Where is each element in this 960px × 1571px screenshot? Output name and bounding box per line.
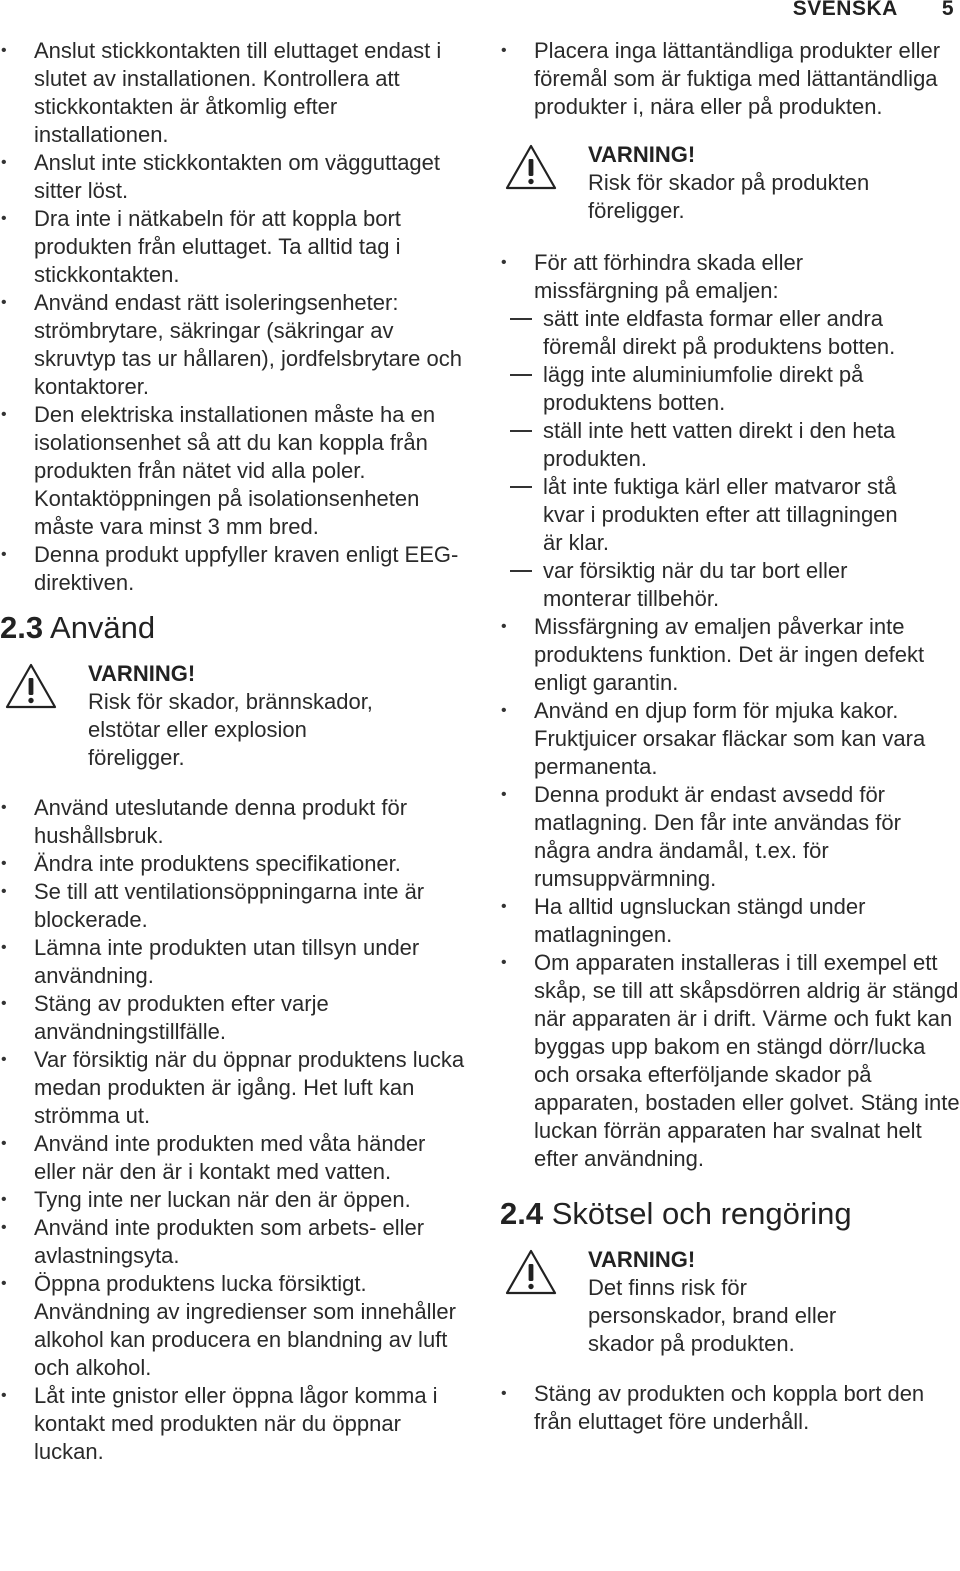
section-heading-2-4 — [500, 1195, 960, 1233]
enamel-sublist — [500, 305, 910, 613]
sublist-item: sätt inte eldfasta formar eller andra föremål direkt på produktens botten. — [500, 305, 910, 361]
list-item: • Se till att ventilationsöppningarna inte är blockerade. — [0, 878, 470, 934]
warning-triangle-icon — [504, 1248, 558, 1296]
sublist-item: låt inte fuktiga kärl eller matvaror stå kvar i produkten efter att tillagningen är klar. — [500, 473, 910, 557]
usage-list — [0, 794, 470, 1466]
list-item: • Använd uteslutande denna produkt för hushållsbruk. — [0, 794, 470, 850]
oven-use-list-continued — [500, 613, 960, 1173]
warning-text: Det finns risk för personskador, brand eller skador på produkten. — [588, 1275, 837, 1356]
warning-title: VARNING! — [588, 1247, 696, 1272]
language-label: SVENSKA — [792, 0, 898, 20]
warning-box — [500, 141, 960, 225]
list-item: • Anslut stickkontakten till eluttaget endast i slutet av installationen. Kontrollera att stickkontakten är åtkomlig efter installationen. — [0, 37, 470, 149]
left-column — [0, 37, 470, 1466]
list-item: • Stäng av produkten efter varje användningstillfälle. — [0, 990, 470, 1046]
list-item — [500, 249, 898, 613]
section-number: 2.3 — [0, 610, 44, 645]
list-item: • Ha alltid ugnsluckan stängd under matlagningen. — [500, 893, 960, 949]
list-item: • Missfärgning av emaljen påverkar inte produktens funktion. Det är ingen defekt enligt garantin. — [500, 613, 960, 697]
warning-box — [500, 1246, 960, 1358]
list-item: • Lämna inte produkten utan tillsyn under användning. — [0, 934, 470, 990]
warning-triangle-icon — [4, 662, 58, 710]
section-title: Använd — [50, 610, 156, 645]
list-item: • Använd en djup form för mjuka kakor. Fruktjuicer orsakar fläckar som kan vara permanenta. — [500, 697, 960, 781]
list-item: • Denna produkt uppfyller kraven enligt EEG-direktiven. — [0, 541, 470, 597]
oven-use-list — [500, 249, 960, 613]
warning-triangle-icon — [504, 143, 558, 191]
page-header — [793, 0, 954, 21]
list-item: • Tyng inte ner luckan när den är öppen. — [0, 1186, 470, 1214]
warning-title: VARNING! — [88, 661, 196, 686]
list-item: • Öppna produktens lucka försiktigt. Användning av ingredienser som innehåller alkohol kan producera en blandning av luft och alkohol. — [0, 1270, 470, 1382]
section-number: 2.4 — [500, 1196, 544, 1231]
warning-text: Risk för skador på produkten föreligger. — [588, 170, 870, 223]
list-item: • Denna produkt är endast avsedd för matlagning. Den får inte användas för några andra ändamål, t.ex. för rumsuppvärmning. — [500, 781, 960, 893]
list-item: • Dra inte i nätkabeln för att koppla bort produkten från eluttaget. Ta alltid tag i stickkontakten. — [0, 205, 470, 289]
list-item: • Anslut inte stickkontakten om vägguttaget sitter löst. — [0, 149, 470, 205]
list-item: • Den elektriska installationen måste ha en isolationsenhet så att du kan koppla från produkten från nätet vid alla poler. Kontaktöppningen på isolationsenheten måste vara minst 3 mm bred. — [0, 401, 470, 541]
section-heading-2-3 — [0, 609, 470, 647]
warning-title: VARNING! — [588, 142, 696, 167]
list-item: • Om apparaten installeras i till exempel ett skåp, se till att skåpsdörren aldrig är stängd när apparaten är i drift. Värme och fukt kan byggas upp bakom en stängd dörr/lucka och orsaka efterföljande skador på apparaten, bostaden eller golvet. Stäng inte luckan förrän apparaten har svalnat helt efter användning. — [500, 949, 960, 1173]
right-column — [500, 37, 960, 1436]
list-item: • Ändra inte produktens specifikationer. — [0, 850, 470, 878]
connection-list — [0, 37, 470, 597]
section-title: Skötsel och rengöring — [551, 1196, 852, 1231]
list-item: • Placera inga lättantändliga produkter eller föremål som är fuktiga med lättantändliga produkter i, nära eller på produkten. — [500, 37, 944, 121]
page-number: 5 — [941, 0, 954, 20]
sublist-item: lägg inte aluminiumfolie direkt på produktens botten. — [500, 361, 910, 417]
list-item: • Stäng av produkten och koppla bort den från eluttaget före underhåll. — [500, 1380, 960, 1436]
list-item: • Var försiktig när du öppnar produktens lucka medan produkten är igång. Het luft kan strömma ut. — [0, 1046, 470, 1130]
care-list — [500, 1380, 960, 1436]
sublist-item: var försiktig när du tar bort eller monterar tillbehör. — [500, 557, 910, 613]
warning-box — [0, 660, 470, 772]
list-item: • Använd endast rätt isoleringsenheter: strömbrytare, säkringar (säkringar av skruvtyp tas ur hållaren), jordfelsbrytare och kontaktorer. — [0, 289, 470, 401]
warning-text: Risk för skador, brännskador, elstötar eller explosion föreligger. — [88, 689, 373, 770]
sublist-item: ställ inte hett vatten direkt i den heta produkten. — [500, 417, 910, 473]
list-item: • Använd inte produkten med våta händer eller när den är i kontakt med vatten. — [0, 1130, 470, 1186]
enamel-intro: För att förhindra skada eller missfärgning på emaljen: — [534, 250, 804, 303]
list-item: • Använd inte produkten som arbets- eller avlastningsyta. — [0, 1214, 470, 1270]
flammable-list — [500, 37, 960, 121]
list-item: • Låt inte gnistor eller öppna lågor komma i kontakt med produkten när du öppnar luckan. — [0, 1382, 470, 1466]
